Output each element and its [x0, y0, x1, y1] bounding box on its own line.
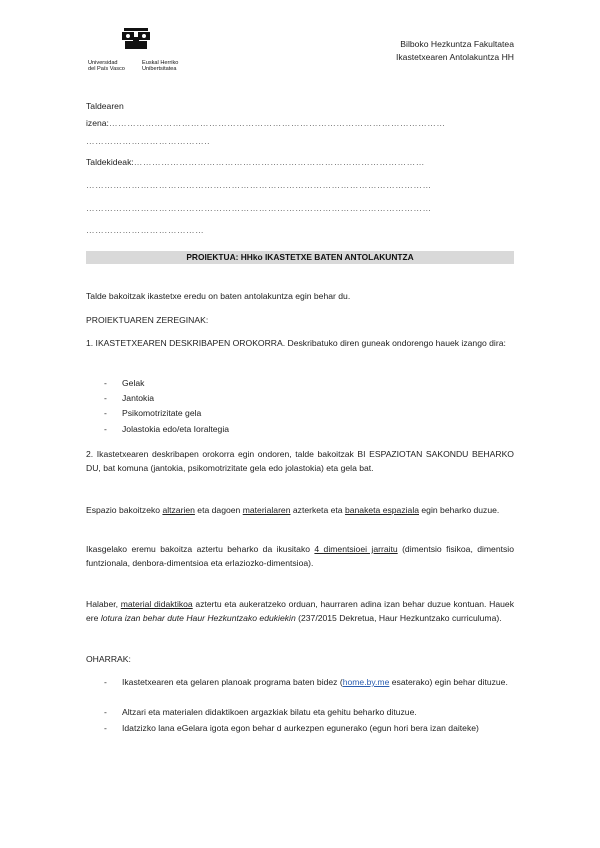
- materials-paragraph: Halaber, material didaktikoa aztertu eta aukeratzeko orduan, haurraren adina izan behar duzue kontuan. Hauek ere lotura izan behar dute Haur Hezkuntzako edukiekin (237/2015 Dekretua, Haur Hezkuntzako curriculuma).: [86, 599, 514, 623]
- project-title-banner: PROIEKTUA: HHko IKASTETXE BATEN ANTOLAKUNTZA: [86, 251, 514, 264]
- group-name-dots-2: …………………………………..: [86, 136, 210, 146]
- underlined-term: 4 dimentsioei jarraitu: [314, 544, 398, 554]
- group-name-label-2: izena:: [86, 118, 109, 128]
- underlined-term: banaketa espaziala: [344, 505, 420, 515]
- members-dots-2: ……………………………………………………………………………………………………: [86, 180, 432, 190]
- task-2-paragraph: 2. Ikastetxearen deskribapen orokorra egin ondoren, talde bakoitzak BI ESPAZIOTAN SAKONDU BEHARKO DU, bat komuna (jantokia, psikomotrizitate gela edo jolastokia) eta gela bat.: [86, 449, 514, 473]
- underlined-term: material didaktikoa: [120, 599, 193, 609]
- header-info: [396, 38, 514, 63]
- task-1-paragraph: 1. IKASTETXEAREN DESKRIBAPEN OROKORRA. Deskribatuko diren guneak ondorengo hauek izango dira:: [86, 338, 506, 348]
- course-name: Ikastetxearen Antolakuntza HH: [396, 51, 514, 62]
- university-emblem-icon: [121, 28, 151, 52]
- spaces-paragraph: Espazio bakoitzeko altzarien eta dagoen materialaren azterketa eta banaketa espaziala egin beharko duzue.: [86, 505, 500, 515]
- group-name-field: [86, 118, 445, 128]
- tasks-heading: PROIEKTUAREN ZEREGINAK:: [86, 315, 209, 325]
- members-label: Taldekideak:: [86, 157, 134, 167]
- underlined-term: altzarien: [162, 505, 195, 515]
- logo-text-es-1: Universidad: [88, 60, 118, 66]
- intro-paragraph: Talde bakoitzak ikastetxe eredu on baten antolakuntza egin behar du.: [86, 291, 351, 301]
- logo-text-eu-2: Unibertsitatea: [142, 66, 177, 73]
- upv-ehu-logo: [86, 28, 216, 78]
- members-field: [86, 157, 425, 167]
- members-dots-1: ……………………………………………………………………………………: [133, 157, 425, 167]
- dimensions-paragraph: Ikasgelako eremu bakoitza aztertu beharko da ikusitako 4 dimentsioei jarraitu (dimentsio fisikoa, dimentsio funtzionala, denbora-dimentsioa eta erlaziozko-dimentsioa).: [86, 544, 514, 568]
- faculty-name: Bilboko Hezkuntza Fakultatea: [400, 39, 514, 49]
- notes-heading: OHARRAK:: [86, 654, 131, 664]
- italic-note: lotura izan behar dute Haur Hezkuntzako edukiekin: [100, 613, 296, 623]
- home-by-me-link[interactable]: home.by.me: [342, 677, 390, 687]
- members-dots-4: …………………………………: [86, 225, 205, 235]
- logo-text-es-2: del País Vasco: [88, 66, 125, 73]
- group-name-label-1: Taldearen: [86, 101, 124, 111]
- logo-text-eu-1: Euskal Herriko: [142, 60, 179, 66]
- members-dots-3: ……………………………………………………………………………………………………: [86, 203, 432, 213]
- group-name-dots-1: …………………………………………………………………………………………………: [108, 118, 446, 128]
- underlined-term: materialaren: [242, 505, 291, 515]
